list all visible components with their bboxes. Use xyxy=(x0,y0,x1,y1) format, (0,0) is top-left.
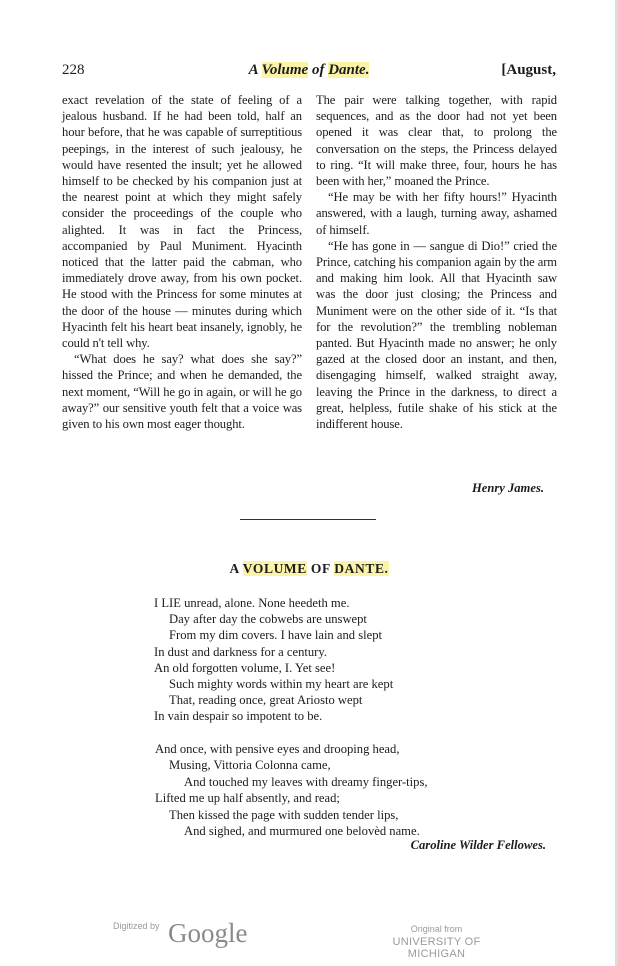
right-paragraph-2: “He may be with her fifty hours!” Hyacinth answered, with a laugh, turning away, ashamed of himself. xyxy=(316,190,557,237)
issue-month: [August, xyxy=(501,62,556,78)
poem-line: From my dim covers. I have lain and slept xyxy=(169,628,382,642)
source-attribution xyxy=(364,924,509,960)
digitized-by-label: Digitized by xyxy=(113,921,160,931)
left-paragraph-1: exact revelation of the state of feeling of a jealous husband. If he had been told, half an hour before, that he was capable of surreptitious peepings, in the interest of such jealousy, he would have resented the insult; yet he allowed himself to be checked by his companion just at the nearest point at which they might safely consider the proceedings of the couple who alighted. It was in fact the Princess, accompanied by Paul Muniment. Hyacinth noticed that the latter paid the cabman, who immediately drove away, from his own pocket. He stood with the Princess for some minutes at the door of the house — minutes during which Hyacinth felt his heart beat insanely, ignobly, he could n't tell why. xyxy=(62,93,302,351)
poem-title xyxy=(62,561,556,577)
poem-signature: Caroline Wilder Fellowes. xyxy=(410,838,546,852)
left-paragraph-2: “What does he say? what does she say?” hissed the Prince; and when he demanded, the next moment, “Will he go in again, or will he go away?” our sensitive youth felt that a voice was given to his own most eager thought. xyxy=(62,352,302,432)
poem-line: And sighed, and murmured one belovèd name. xyxy=(184,824,420,838)
running-title-volume: Volume xyxy=(261,62,309,78)
running-title-of: of xyxy=(308,62,329,78)
poem-line: And once, with pensive eyes and drooping head, xyxy=(155,742,400,756)
poem-title-of: OF xyxy=(306,561,335,576)
running-title-article: A xyxy=(248,62,262,78)
running-title xyxy=(62,62,556,79)
poem-title-dante: DANTE. xyxy=(334,561,389,576)
poem-line: An old forgotten volume, I. Yet see! xyxy=(154,661,336,675)
running-header xyxy=(62,62,556,82)
poem-line: Musing, Vittoria Colonna came, xyxy=(169,758,331,772)
poem-line: And touched my leaves with dreamy finger-tips, xyxy=(184,775,428,789)
right-column xyxy=(316,92,557,432)
poem-line: Such mighty words within my heart are kept xyxy=(169,677,394,691)
right-paragraph-1: The pair were talking together, with rapid sequences, and as the door had not yet been opened it was clear that, to prolong the conversation on the steps, the Princess delayed to ring. “It will make three, four, hours he has been with her,” moaned the Prince. xyxy=(316,93,557,189)
right-paragraph-3: “He has gone in — sangue di Dio!” cried the Prince, catching his companion again by the arm and making him look. All that Hyacinth saw was the door just closing; the Princess and Muniment were on the other side of it. “Is that for the revolution?” the trembling nobleman panted. But Hyacinth made no answer; he only gazed at the closed door an instant, and then, disengaging himself, walked straight away, leaving the Prince in the darkness, to direct a great, helpless, futile shake of his stick at the indifferent house. xyxy=(316,238,557,432)
google-logo: Google xyxy=(168,918,248,948)
poem-line: In vain despair so impotent to be. xyxy=(154,709,323,723)
institution-name: UNIVERSITY OF MICHIGAN xyxy=(392,936,481,960)
poem-line: That, reading once, great Ariosto wept xyxy=(169,693,363,707)
original-from-label: Original from xyxy=(410,924,463,934)
poem-line: I LIE unread, alone. None heedeth me. xyxy=(154,596,350,610)
poem-line: Then kissed the page with sudden tender lips, xyxy=(169,808,399,822)
page-number: 228 xyxy=(62,62,85,78)
article-signature: Henry James. xyxy=(471,481,544,495)
poem-title-volume: VOLUME xyxy=(242,561,307,576)
poem-line: Lifted me up half absently, and read; xyxy=(155,791,340,805)
section-divider xyxy=(240,519,376,520)
poem-line: Day after day the cobwebs are unswept xyxy=(169,612,367,626)
poem-title-a: A xyxy=(229,561,243,576)
left-column xyxy=(62,92,302,432)
running-title-dante: Dante. xyxy=(328,62,370,78)
poem-line: In dust and darkness for a century. xyxy=(154,645,327,659)
